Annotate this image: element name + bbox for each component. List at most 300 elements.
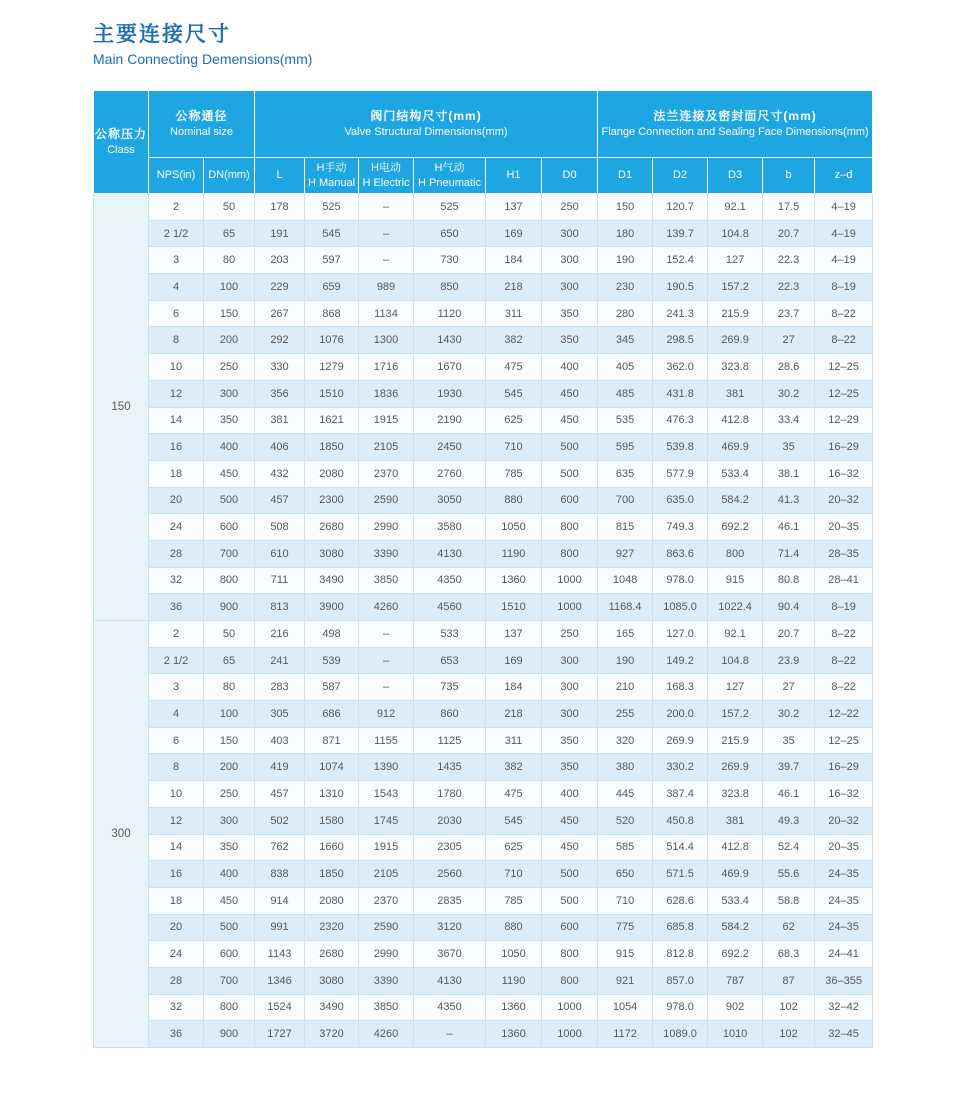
cell: 16 bbox=[149, 434, 204, 461]
cell: 2590 bbox=[359, 914, 414, 941]
cell: 1510 bbox=[305, 380, 359, 407]
cell: 800 bbox=[708, 540, 763, 567]
cell: 20–32 bbox=[815, 487, 873, 514]
cell: 1000 bbox=[542, 567, 598, 594]
cell: 2105 bbox=[359, 434, 414, 461]
header-class-en: Class bbox=[107, 143, 135, 156]
cell: 571.5 bbox=[653, 861, 708, 888]
cell: 431.8 bbox=[653, 380, 708, 407]
cell: 41.3 bbox=[763, 487, 815, 514]
cell: 469.9 bbox=[708, 434, 763, 461]
cell: 184 bbox=[486, 247, 542, 274]
column-header bbox=[763, 158, 815, 194]
cell: 610 bbox=[255, 540, 305, 567]
cell: 871 bbox=[305, 727, 359, 754]
cell: 711 bbox=[255, 567, 305, 594]
cell: 469.9 bbox=[708, 861, 763, 888]
cell: 381 bbox=[255, 407, 305, 434]
cell: 350 bbox=[542, 327, 598, 354]
cell: 600 bbox=[204, 514, 255, 541]
cell: 16–29 bbox=[815, 754, 873, 781]
cell: 184 bbox=[486, 674, 542, 701]
cell: – bbox=[359, 647, 414, 674]
table-section-class-300 bbox=[94, 621, 873, 1048]
cell: 28 bbox=[149, 540, 204, 567]
column-header bbox=[305, 158, 359, 194]
table-row bbox=[94, 354, 873, 381]
cell: 700 bbox=[204, 967, 255, 994]
cell: 1360 bbox=[486, 994, 542, 1021]
cell: 280 bbox=[598, 300, 653, 327]
cell: 450 bbox=[542, 834, 598, 861]
cell: 1850 bbox=[305, 861, 359, 888]
cell: 300 bbox=[542, 220, 598, 247]
cell: 812.8 bbox=[653, 941, 708, 968]
cell: 28–41 bbox=[815, 567, 873, 594]
cell: 17.5 bbox=[763, 194, 815, 221]
cell: 311 bbox=[486, 727, 542, 754]
cell: 1172 bbox=[598, 1021, 653, 1048]
cell: 1074 bbox=[305, 754, 359, 781]
table-header bbox=[94, 91, 873, 194]
cell: 1143 bbox=[255, 941, 305, 968]
table-row bbox=[94, 194, 873, 221]
cell: 23.9 bbox=[763, 647, 815, 674]
cell: 800 bbox=[542, 514, 598, 541]
cell: 2990 bbox=[359, 941, 414, 968]
cell: 28–35 bbox=[815, 540, 873, 567]
cell: 508 bbox=[255, 514, 305, 541]
cell: 20–32 bbox=[815, 807, 873, 834]
cell: 800 bbox=[542, 941, 598, 968]
cell: 539 bbox=[305, 647, 359, 674]
table-row bbox=[94, 300, 873, 327]
cell: 250 bbox=[542, 194, 598, 221]
cell: 850 bbox=[414, 274, 486, 301]
cell: 700 bbox=[204, 540, 255, 567]
table-row bbox=[94, 754, 873, 781]
cell: 381 bbox=[708, 380, 763, 407]
cell: 387.4 bbox=[653, 781, 708, 808]
cell: 230 bbox=[598, 274, 653, 301]
cell: 1120 bbox=[414, 300, 486, 327]
cell: 8 bbox=[149, 754, 204, 781]
header-group-valve-dimensions bbox=[255, 91, 598, 158]
cell: 62 bbox=[763, 914, 815, 941]
cell: 650 bbox=[598, 861, 653, 888]
cell: 191 bbox=[255, 220, 305, 247]
cell: 300 bbox=[542, 247, 598, 274]
table-row bbox=[94, 834, 873, 861]
header-class bbox=[94, 91, 149, 194]
cell: 450 bbox=[204, 460, 255, 487]
cell: 320 bbox=[598, 727, 653, 754]
table-row bbox=[94, 941, 873, 968]
cell: 12–25 bbox=[815, 380, 873, 407]
cell: 900 bbox=[204, 594, 255, 621]
table-row bbox=[94, 994, 873, 1021]
column-header bbox=[486, 158, 542, 194]
header-nominal-zh: 公称通径 bbox=[175, 109, 228, 124]
column-header bbox=[359, 158, 414, 194]
cell: 52.4 bbox=[763, 834, 815, 861]
cell: 500 bbox=[542, 460, 598, 487]
cell: 900 bbox=[204, 1021, 255, 1048]
cell: 300 bbox=[542, 674, 598, 701]
column-header-line1: D2 bbox=[673, 169, 688, 182]
table-row bbox=[94, 861, 873, 888]
cell: 50 bbox=[204, 621, 255, 648]
cell: 350 bbox=[204, 407, 255, 434]
cell: 525 bbox=[414, 194, 486, 221]
cell: 502 bbox=[255, 807, 305, 834]
cell: 587 bbox=[305, 674, 359, 701]
cell: 1048 bbox=[598, 567, 653, 594]
cell: 1524 bbox=[255, 994, 305, 1021]
table-row bbox=[94, 594, 873, 621]
cell: 450 bbox=[542, 807, 598, 834]
cell: 475 bbox=[486, 781, 542, 808]
cell: 24–35 bbox=[815, 914, 873, 941]
cell: 432 bbox=[255, 460, 305, 487]
cell: 584.2 bbox=[708, 914, 763, 941]
cell: 1076 bbox=[305, 327, 359, 354]
cell: 381 bbox=[708, 807, 763, 834]
cell: 250 bbox=[204, 781, 255, 808]
cell: 450 bbox=[204, 887, 255, 914]
cell: 65 bbox=[204, 647, 255, 674]
cell: 28.6 bbox=[763, 354, 815, 381]
cell: 1168.4 bbox=[598, 594, 653, 621]
cell: 1360 bbox=[486, 567, 542, 594]
cell: 1022.4 bbox=[708, 594, 763, 621]
cell: 692.2 bbox=[708, 514, 763, 541]
cell: 2680 bbox=[305, 941, 359, 968]
cell: 55.6 bbox=[763, 861, 815, 888]
cell: 50 bbox=[204, 194, 255, 221]
cell: 785 bbox=[486, 460, 542, 487]
cell: 300 bbox=[204, 380, 255, 407]
cell: 305 bbox=[255, 701, 305, 728]
cell: 457 bbox=[255, 487, 305, 514]
cell: 87 bbox=[763, 967, 815, 994]
cell: 1134 bbox=[359, 300, 414, 327]
cell: – bbox=[414, 1021, 486, 1048]
column-header-line1: D0 bbox=[562, 169, 577, 182]
cell: 46.1 bbox=[763, 514, 815, 541]
cell: 595 bbox=[598, 434, 653, 461]
cell: 535 bbox=[598, 407, 653, 434]
cell: 1727 bbox=[255, 1021, 305, 1048]
cell: 8–19 bbox=[815, 594, 873, 621]
dimensions-table bbox=[93, 90, 873, 1048]
cell: 169 bbox=[486, 220, 542, 247]
cell: 539.8 bbox=[653, 434, 708, 461]
cell: 2080 bbox=[305, 460, 359, 487]
cell: 32–42 bbox=[815, 994, 873, 1021]
column-header bbox=[542, 158, 598, 194]
column-header bbox=[598, 158, 653, 194]
cell: 600 bbox=[542, 914, 598, 941]
table-row bbox=[94, 540, 873, 567]
cell: 500 bbox=[542, 887, 598, 914]
cell: 14 bbox=[149, 407, 204, 434]
cell: 14 bbox=[149, 834, 204, 861]
header-group-flange-dimensions bbox=[598, 91, 873, 158]
cell: 3390 bbox=[359, 967, 414, 994]
cell: 152.4 bbox=[653, 247, 708, 274]
cell: 30.2 bbox=[763, 701, 815, 728]
column-header-line2: H Manual bbox=[307, 176, 356, 189]
cell: 283 bbox=[255, 674, 305, 701]
table-row bbox=[94, 887, 873, 914]
cell: 362.0 bbox=[653, 354, 708, 381]
cell: 169 bbox=[486, 647, 542, 674]
cell: 3 bbox=[149, 674, 204, 701]
cell: 190 bbox=[598, 647, 653, 674]
cell: 3670 bbox=[414, 941, 486, 968]
cell: 912 bbox=[359, 701, 414, 728]
cell: 533.4 bbox=[708, 460, 763, 487]
header-class-zh: 公称压力 bbox=[95, 127, 148, 142]
cell: 32–45 bbox=[815, 1021, 873, 1048]
cell: 868 bbox=[305, 300, 359, 327]
cell: 2080 bbox=[305, 887, 359, 914]
cell: 989 bbox=[359, 274, 414, 301]
cell: 22.3 bbox=[763, 247, 815, 274]
column-header-line1: H电动 bbox=[371, 161, 401, 174]
cell: 8–22 bbox=[815, 674, 873, 701]
cell: 3580 bbox=[414, 514, 486, 541]
cell: 323.8 bbox=[708, 354, 763, 381]
table-row bbox=[94, 727, 873, 754]
cell: 1155 bbox=[359, 727, 414, 754]
cell: 1543 bbox=[359, 781, 414, 808]
cell: 250 bbox=[542, 621, 598, 648]
cell: 412.8 bbox=[708, 407, 763, 434]
cell: 2 bbox=[149, 621, 204, 648]
cell: – bbox=[359, 621, 414, 648]
table-row bbox=[94, 487, 873, 514]
cell: 300 bbox=[542, 701, 598, 728]
cell: 710 bbox=[598, 887, 653, 914]
cell: 20–35 bbox=[815, 834, 873, 861]
cell: 2300 bbox=[305, 487, 359, 514]
cell: 104.8 bbox=[708, 647, 763, 674]
header-valve-zh: 阀门结构尺寸(mm) bbox=[370, 109, 482, 124]
cell: 269.9 bbox=[708, 327, 763, 354]
cell: 200 bbox=[204, 754, 255, 781]
cell: 405 bbox=[598, 354, 653, 381]
cell: 36–355 bbox=[815, 967, 873, 994]
column-header-line2: H Electric bbox=[362, 176, 410, 189]
cell: 1000 bbox=[542, 1021, 598, 1048]
table-row bbox=[94, 647, 873, 674]
cell: 250 bbox=[204, 354, 255, 381]
cell: 650 bbox=[414, 220, 486, 247]
cell: 2835 bbox=[414, 887, 486, 914]
header-nominal-en: Nominal size bbox=[170, 125, 233, 138]
cell: 23.7 bbox=[763, 300, 815, 327]
table-row bbox=[94, 327, 873, 354]
cell: 1716 bbox=[359, 354, 414, 381]
cell: 400 bbox=[204, 434, 255, 461]
cell: 685.8 bbox=[653, 914, 708, 941]
cell: 139.7 bbox=[653, 220, 708, 247]
cell: 2 1/2 bbox=[149, 220, 204, 247]
cell: 20.7 bbox=[763, 220, 815, 247]
cell: 12–22 bbox=[815, 701, 873, 728]
cell: 102 bbox=[763, 994, 815, 1021]
cell: 659 bbox=[305, 274, 359, 301]
column-header-line1: L bbox=[276, 169, 283, 182]
cell: 100 bbox=[204, 274, 255, 301]
cell: 1621 bbox=[305, 407, 359, 434]
cell: 4260 bbox=[359, 594, 414, 621]
cell: 2450 bbox=[414, 434, 486, 461]
cell: 311 bbox=[486, 300, 542, 327]
table-row bbox=[94, 514, 873, 541]
table-row bbox=[94, 407, 873, 434]
cell: 382 bbox=[486, 754, 542, 781]
cell: 403 bbox=[255, 727, 305, 754]
cell: 921 bbox=[598, 967, 653, 994]
cell: 1836 bbox=[359, 380, 414, 407]
table-row bbox=[94, 220, 873, 247]
cell: 8 bbox=[149, 327, 204, 354]
cell: 269.9 bbox=[708, 754, 763, 781]
cell: 16–29 bbox=[815, 434, 873, 461]
cell: 3 bbox=[149, 247, 204, 274]
cell: 800 bbox=[542, 540, 598, 567]
table-row bbox=[94, 967, 873, 994]
cell: 1430 bbox=[414, 327, 486, 354]
cell: 520 bbox=[598, 807, 653, 834]
cell: 730 bbox=[414, 247, 486, 274]
cell: 533.4 bbox=[708, 887, 763, 914]
cell: 628.6 bbox=[653, 887, 708, 914]
cell: 2 bbox=[149, 194, 204, 221]
cell: 218 bbox=[486, 274, 542, 301]
cell: 8–22 bbox=[815, 621, 873, 648]
cell: 298.5 bbox=[653, 327, 708, 354]
cell: 863.6 bbox=[653, 540, 708, 567]
cell: 20 bbox=[149, 487, 204, 514]
cell: 2030 bbox=[414, 807, 486, 834]
cell: 700 bbox=[598, 487, 653, 514]
cell: 382 bbox=[486, 327, 542, 354]
cell: 1780 bbox=[414, 781, 486, 808]
cell: 12 bbox=[149, 380, 204, 407]
cell: 585 bbox=[598, 834, 653, 861]
cell: 18 bbox=[149, 460, 204, 487]
cell: 2105 bbox=[359, 861, 414, 888]
cell: 127.0 bbox=[653, 621, 708, 648]
cell: 100 bbox=[204, 701, 255, 728]
cell: 4–19 bbox=[815, 247, 873, 274]
cell: 350 bbox=[542, 754, 598, 781]
cell: 3850 bbox=[359, 567, 414, 594]
cell: 815 bbox=[598, 514, 653, 541]
cell: 653 bbox=[414, 647, 486, 674]
cell: 545 bbox=[486, 807, 542, 834]
cell: 400 bbox=[542, 354, 598, 381]
page-subtitle: Main Connecting Demensions(mm) bbox=[93, 51, 313, 68]
cell: 35 bbox=[763, 727, 815, 754]
cell: 90.4 bbox=[763, 594, 815, 621]
cell: 545 bbox=[305, 220, 359, 247]
cell: 4350 bbox=[414, 567, 486, 594]
sub-header-row bbox=[94, 158, 873, 194]
cell: 400 bbox=[204, 861, 255, 888]
class-cell: 300 bbox=[94, 621, 149, 1048]
table-row bbox=[94, 434, 873, 461]
cell: 475 bbox=[486, 354, 542, 381]
cell: 3080 bbox=[305, 540, 359, 567]
title-block bbox=[93, 22, 312, 68]
cell: 1190 bbox=[486, 540, 542, 567]
cell: 6 bbox=[149, 727, 204, 754]
cell: 3900 bbox=[305, 594, 359, 621]
cell: 1000 bbox=[542, 594, 598, 621]
column-header-line1: z–d bbox=[834, 169, 853, 182]
cell: 485 bbox=[598, 380, 653, 407]
cell: 400 bbox=[542, 781, 598, 808]
cell: 12 bbox=[149, 807, 204, 834]
cell: 32 bbox=[149, 994, 204, 1021]
cell: 749.3 bbox=[653, 514, 708, 541]
cell: 2680 bbox=[305, 514, 359, 541]
cell: 3490 bbox=[305, 567, 359, 594]
cell: 330.2 bbox=[653, 754, 708, 781]
cell: 68.3 bbox=[763, 941, 815, 968]
cell: 4130 bbox=[414, 967, 486, 994]
cell: 1580 bbox=[305, 807, 359, 834]
cell: 450.8 bbox=[653, 807, 708, 834]
cell: 149.2 bbox=[653, 647, 708, 674]
column-header-line2: H Pneumatic bbox=[418, 176, 481, 189]
cell: 600 bbox=[204, 941, 255, 968]
cell: 1360 bbox=[486, 1021, 542, 1048]
cell: 20 bbox=[149, 914, 204, 941]
cell: 4 bbox=[149, 274, 204, 301]
table-row bbox=[94, 781, 873, 808]
cell: 65 bbox=[204, 220, 255, 247]
cell: 4350 bbox=[414, 994, 486, 1021]
cell: – bbox=[359, 247, 414, 274]
cell: 625 bbox=[486, 834, 542, 861]
cell: 8–22 bbox=[815, 647, 873, 674]
cell: 1190 bbox=[486, 967, 542, 994]
cell: 1010 bbox=[708, 1021, 763, 1048]
cell: 902 bbox=[708, 994, 763, 1021]
cell: 450 bbox=[542, 407, 598, 434]
cell: 3080 bbox=[305, 967, 359, 994]
cell: 880 bbox=[486, 914, 542, 941]
cell: 914 bbox=[255, 887, 305, 914]
cell: 350 bbox=[204, 834, 255, 861]
cell: 215.9 bbox=[708, 300, 763, 327]
cell: 860 bbox=[414, 701, 486, 728]
table-row bbox=[94, 674, 873, 701]
cell: 635.0 bbox=[653, 487, 708, 514]
cell: 1125 bbox=[414, 727, 486, 754]
cell: 915 bbox=[598, 941, 653, 968]
cell: 1435 bbox=[414, 754, 486, 781]
cell: 216 bbox=[255, 621, 305, 648]
cell: 36 bbox=[149, 1021, 204, 1048]
cell: 2370 bbox=[359, 460, 414, 487]
